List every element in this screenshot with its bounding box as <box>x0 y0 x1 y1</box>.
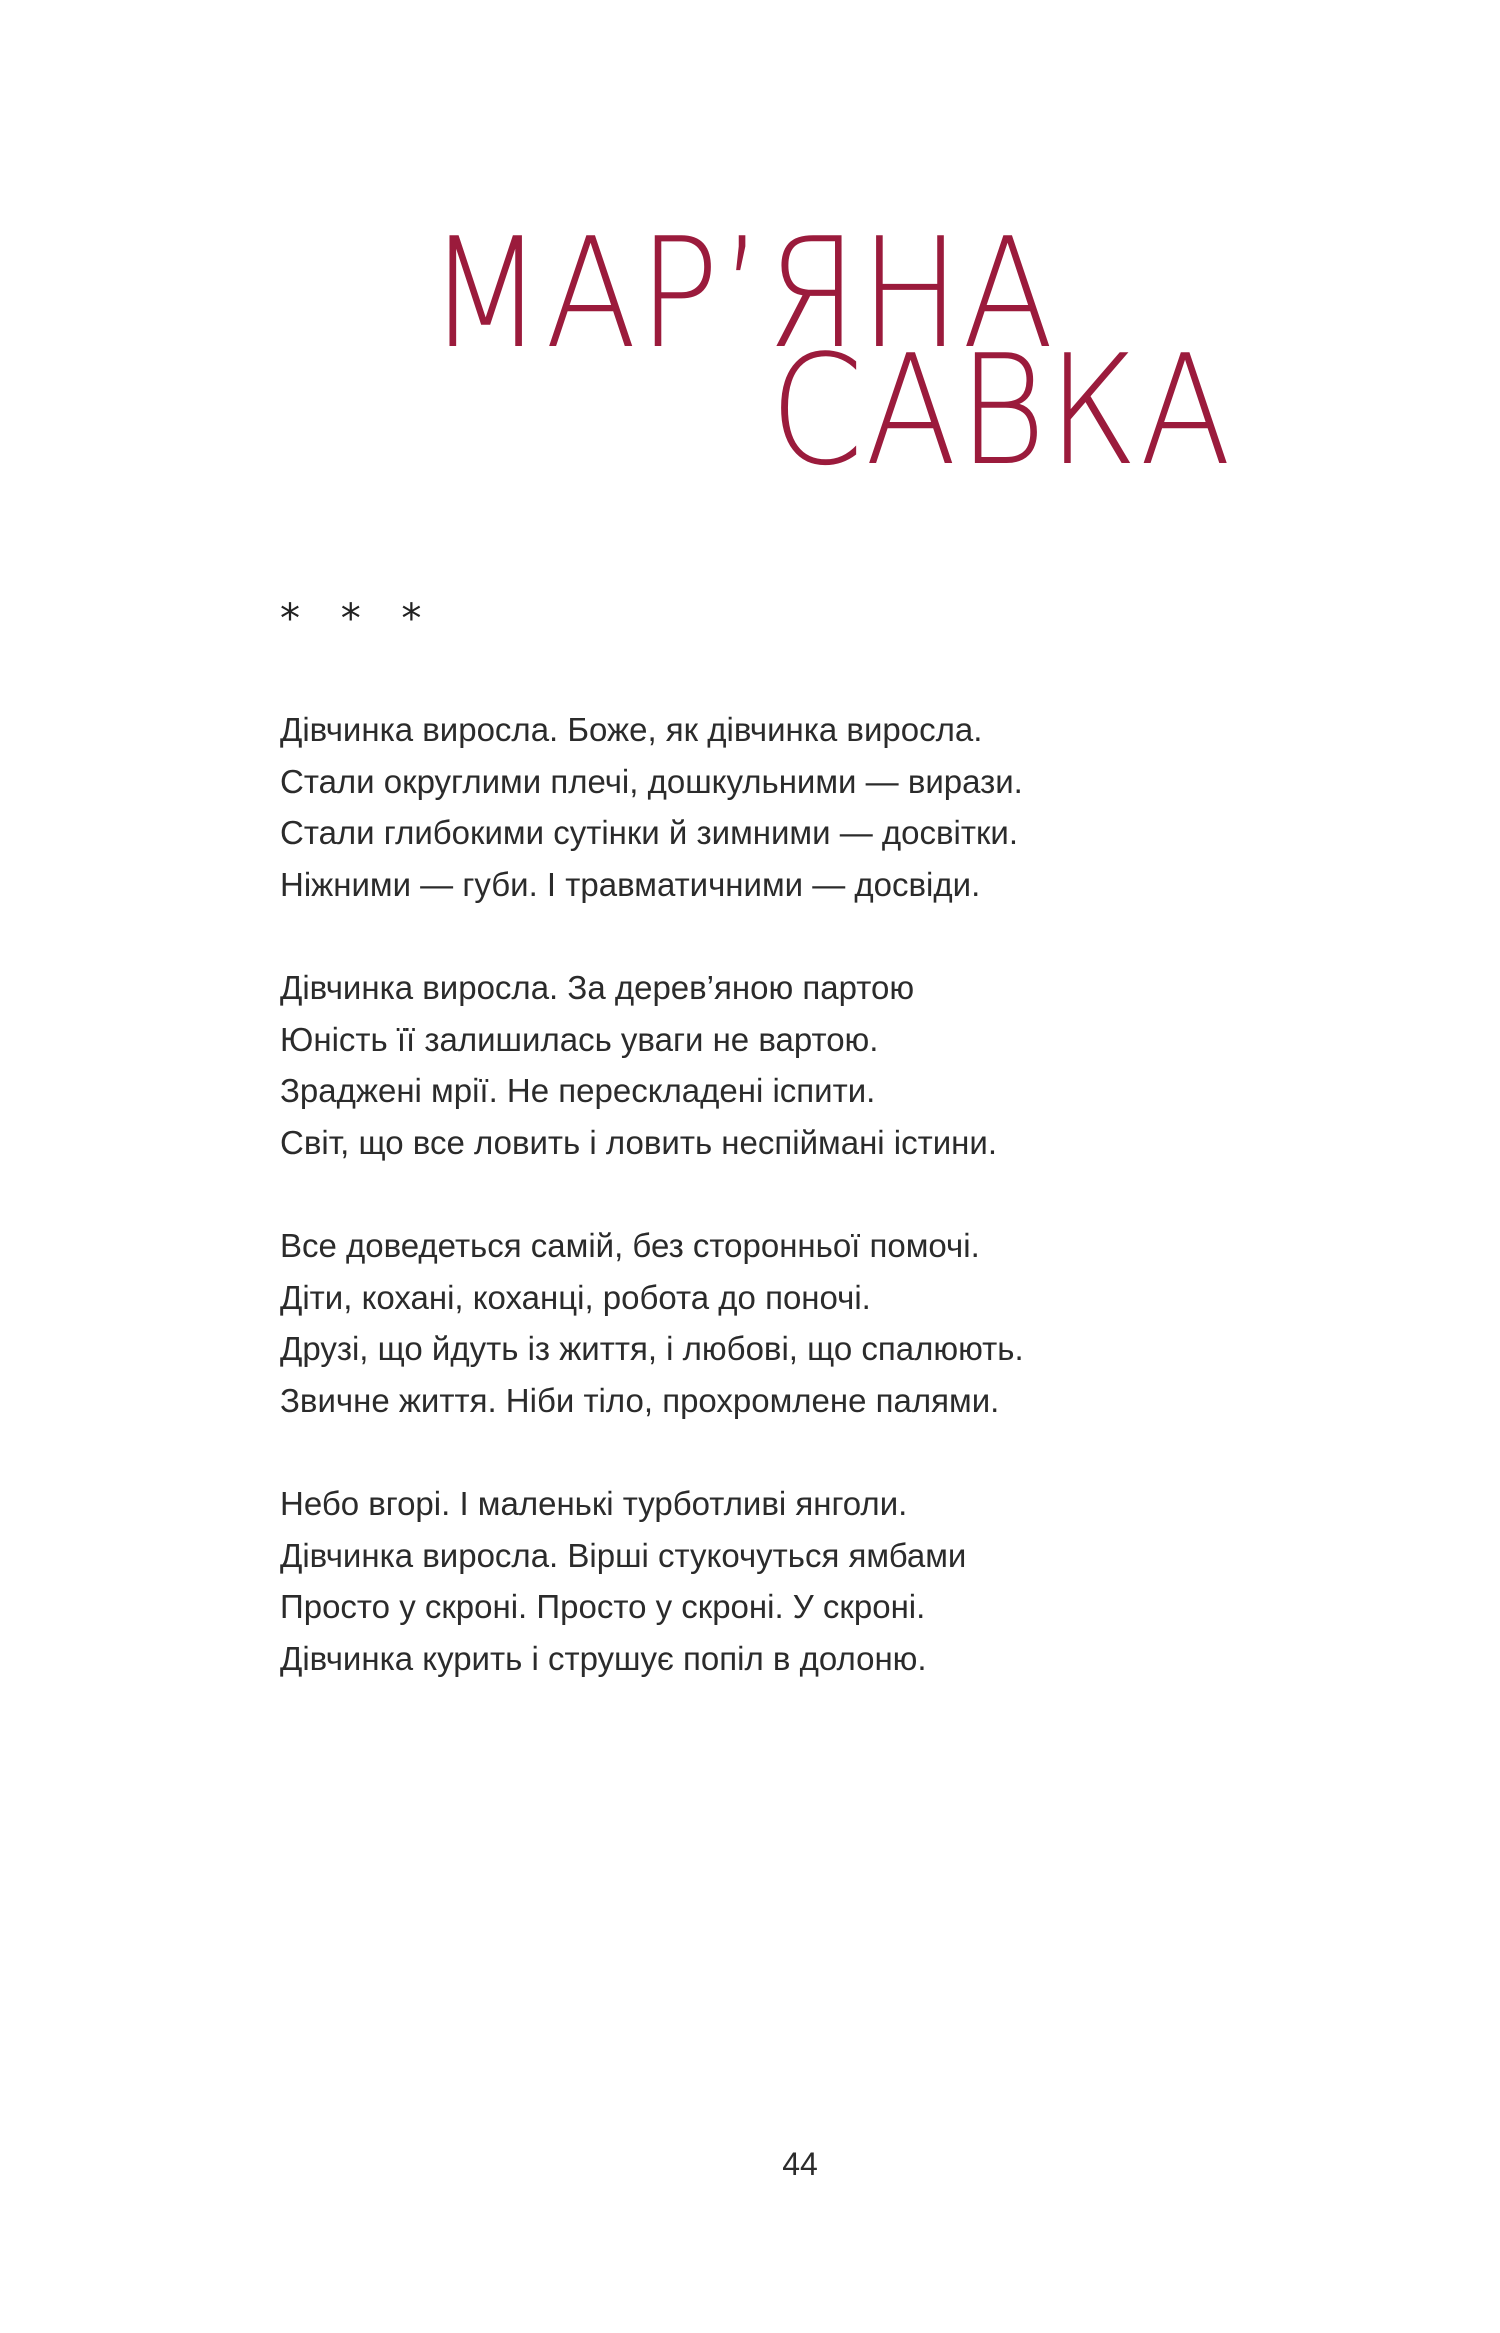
verse-line: Звичне життя. Ніби тіло, прохромлене палями. <box>280 1381 1000 1419</box>
verse-line: Дівчинка виросла. Боже, як дівчинка виросла. <box>280 711 983 748</box>
verse-line: Все доведеться самій, без сторонньої помочі. <box>280 1227 980 1264</box>
author-last-name: САВКА <box>770 322 1233 499</box>
verse-line: Дівчинка виросла. За дерев’яною партою <box>280 969 915 1006</box>
author-first-name: МАР’ЯНА <box>428 205 1056 382</box>
verse-line: Зраджені мрії. Не перескладені іспити. <box>280 1072 876 1109</box>
poem-title-asterisks: * * * <box>280 596 436 642</box>
verse-line: Друзі, що йдуть із життя, і любові, що спалюють. <box>280 1330 1024 1367</box>
verse-line: Дівчинка курить і струшує попіл в долоню. <box>280 1639 927 1677</box>
verse-line: Дівчинка виросла. Вірші стукочуться ямбами <box>280 1536 967 1574</box>
verse-line: Стали округлими плечі, дошкульними — вирази. <box>280 762 1023 800</box>
verse-line: Небо вгорі. І маленькі турботливі янголи. <box>280 1485 908 1522</box>
verse-line: Юність її залишилась уваги не вартою. <box>280 1020 879 1058</box>
poem-body <box>280 704 1280 1736</box>
verse-line: Стали глибокими сутінки й зимними — досвітки. <box>280 814 1019 851</box>
stanza-3 <box>280 1220 1280 1426</box>
stanza-2 <box>280 962 1280 1168</box>
stanza-4 <box>280 1478 1280 1684</box>
verse-line: Просто у скроні. Просто у скроні. У скроні. <box>280 1588 926 1625</box>
verse-line: Світ, що все ловить і ловить неспіймані істини. <box>280 1123 997 1161</box>
verse-line: Ніжними — губи. І травматичними — досвіди. <box>280 865 981 903</box>
verse-line: Діти, кохані, коханці, робота до поночі. <box>280 1278 871 1316</box>
stanza-1 <box>280 704 1280 910</box>
page-number: 44 <box>782 2146 818 2182</box>
